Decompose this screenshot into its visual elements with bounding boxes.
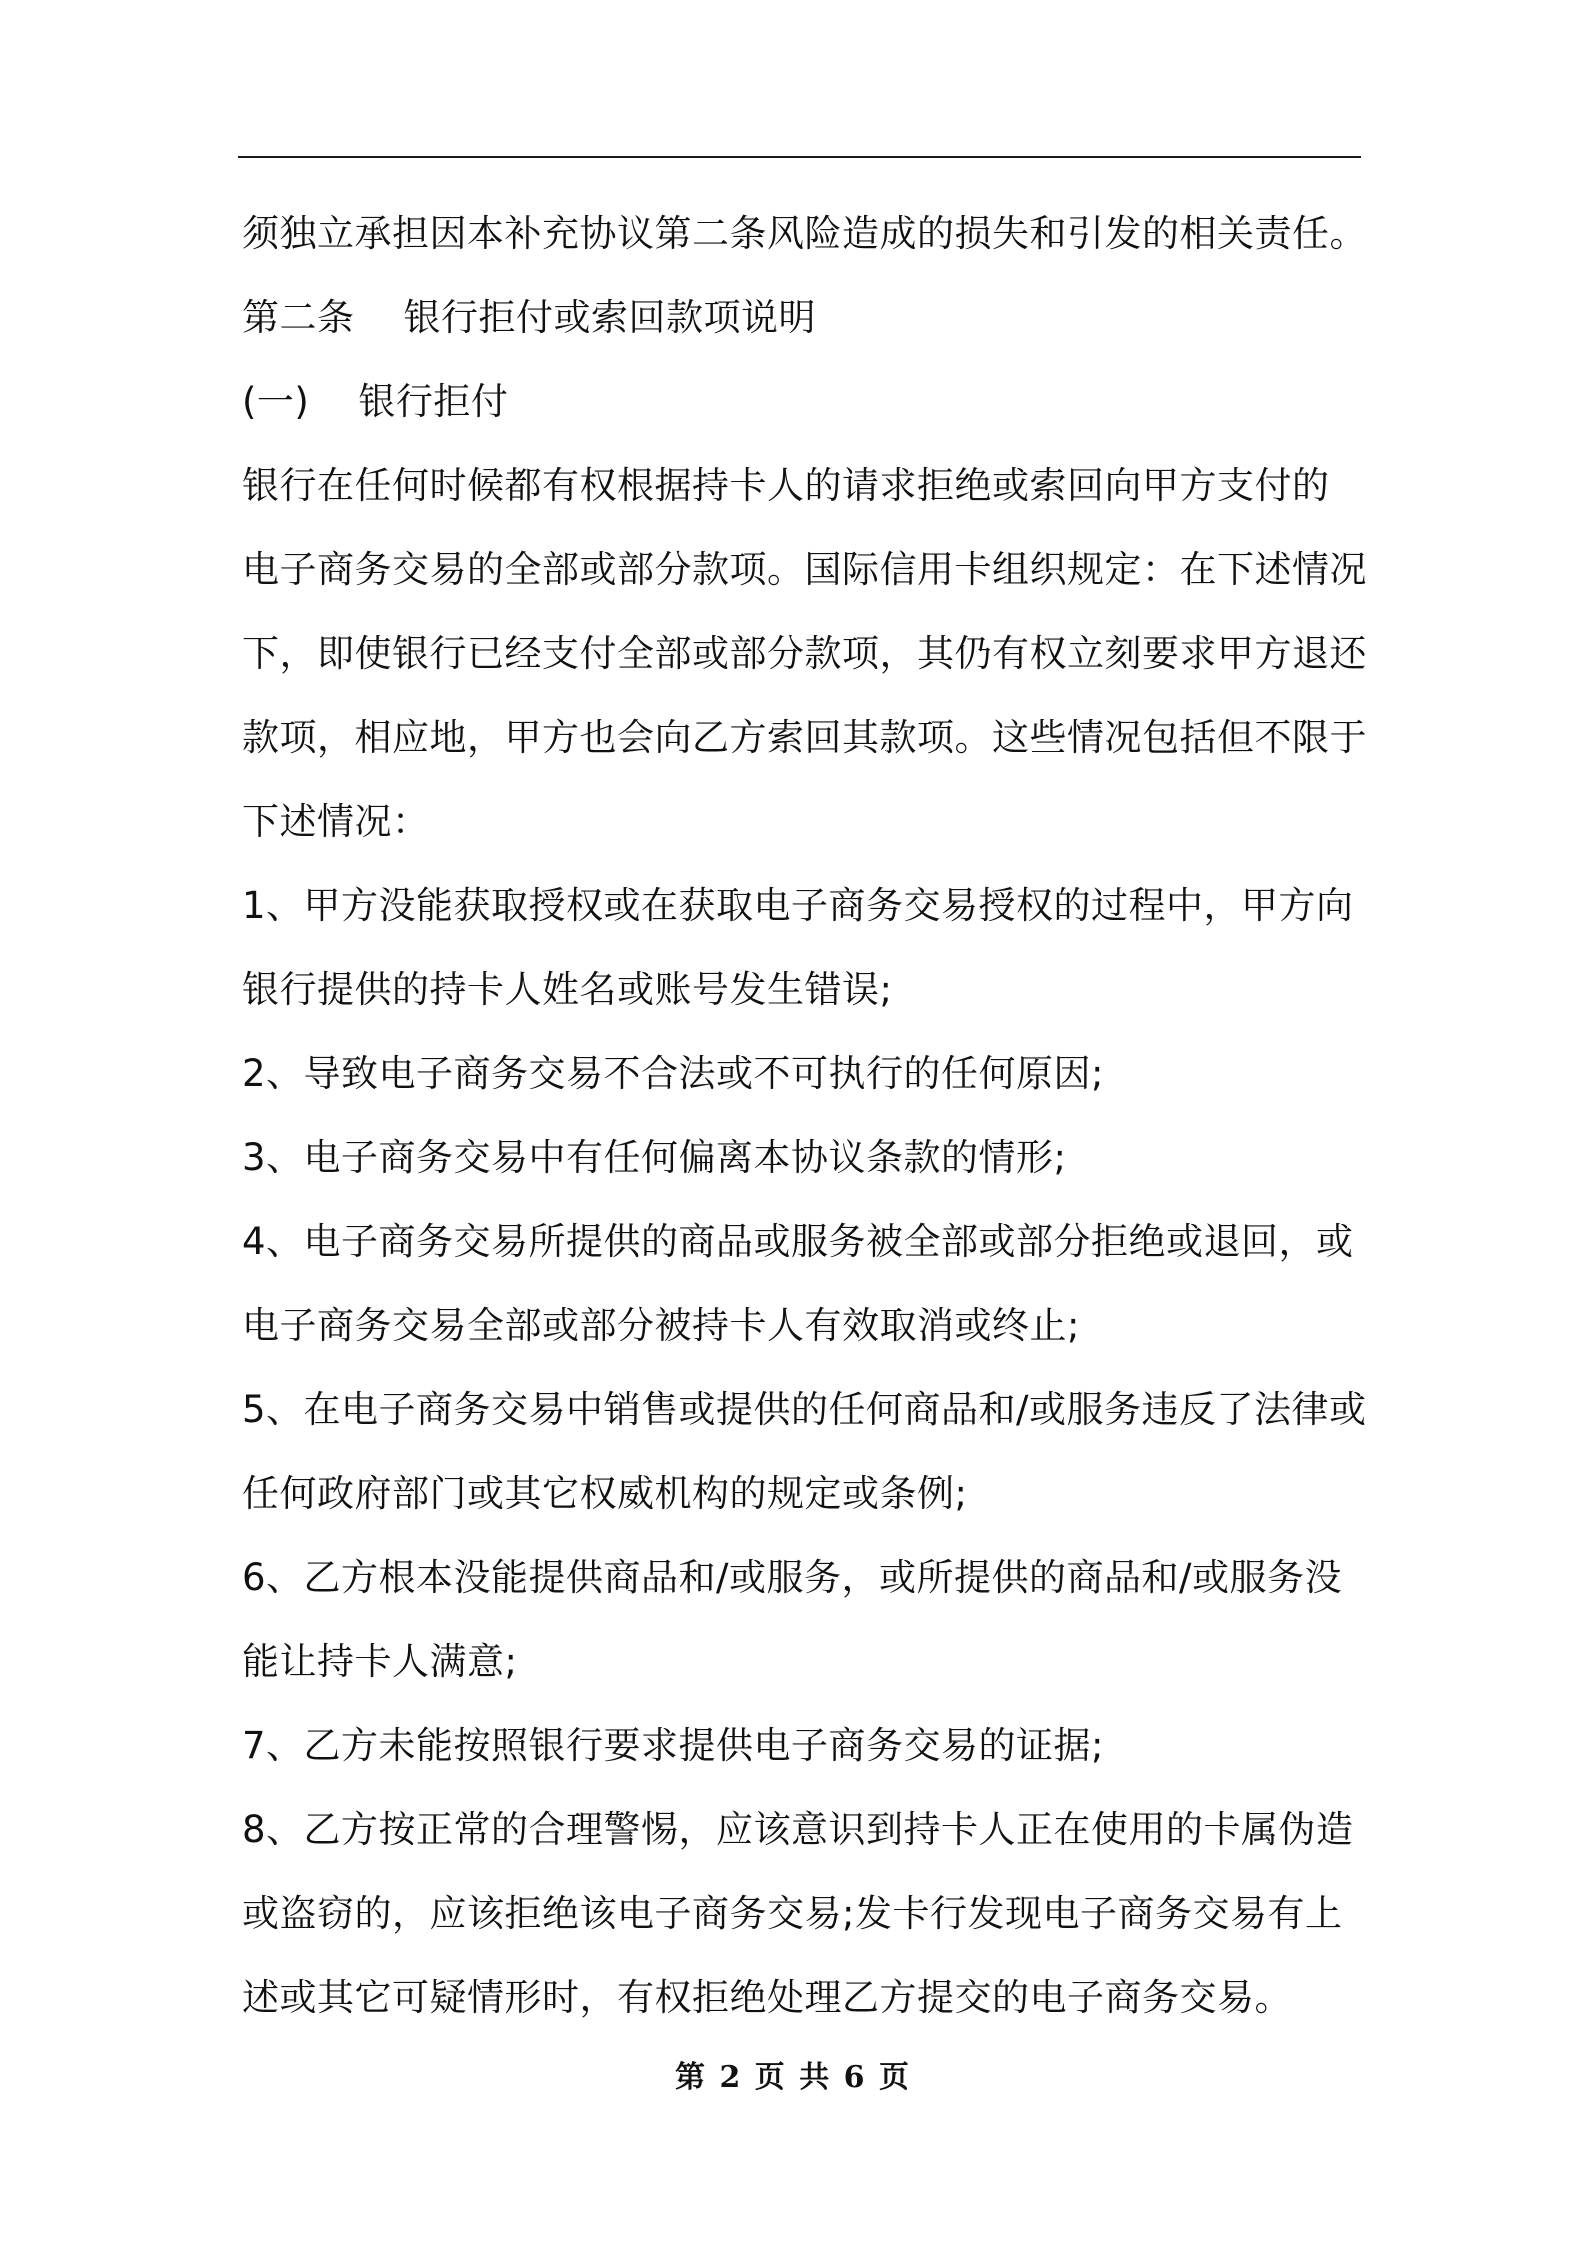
paragraph-line: 银行在任何时候都有权根据持卡人的请求拒绝或索回向甲方支付的 — [242, 464, 1330, 507]
list-item-line: 4、电子商务交易所提供的商品或服务被全部或部分拒绝或退回，或 — [242, 1220, 1354, 1263]
header-divider — [238, 156, 1361, 158]
list-item-line: 6、乙方根本没能提供商品和/或服务，或所提供的商品和/或服务没 — [242, 1556, 1342, 1599]
paragraph-line: 款项，相应地，甲方也会向乙方索回其款项。这些情况包括但不限于 — [242, 716, 1367, 759]
list-item-line: 或盗窃的，应该拒绝该电子商务交易;发卡行发现电子商务交易有上 — [242, 1892, 1343, 1935]
section-heading: 第二条 银行拒付或索回款项说明 — [242, 296, 817, 339]
list-item-line: 电子商务交易全部或部分被持卡人有效取消或终止; — [242, 1304, 1080, 1347]
paragraph-line: 须独立承担因本补充协议第二条风险造成的损失和引发的相关责任。 — [242, 212, 1367, 255]
list-item-line: 8、乙方按正常的合理警惕，应该意识到持卡人正在使用的卡属伪造 — [242, 1808, 1354, 1851]
list-item-line: 能让持卡人满意; — [242, 1640, 518, 1683]
list-item-line: 5、在电子商务交易中销售或提供的任何商品和/或服务违反了法律或 — [242, 1388, 1367, 1431]
list-item-line: 银行提供的持卡人姓名或账号发生错误; — [242, 968, 893, 1011]
list-item-line: 任何政府部门或其它权威机构的规定或条例; — [242, 1472, 968, 1515]
list-item-line: 7、乙方未能按照银行要求提供电子商务交易的证据; — [242, 1724, 1105, 1767]
list-item-line: 述或其它可疑情形时，有权拒绝处理乙方提交的电子商务交易。 — [242, 1976, 1292, 2019]
subsection-heading: (一) 银行拒付 — [242, 380, 509, 423]
list-item-line: 2、导致电子商务交易不合法或不可执行的任何原因; — [242, 1052, 1105, 1095]
document-body — [242, 192, 1367, 2040]
list-item-line: 1、甲方没能获取授权或在获取电子商务交易授权的过程中，甲方向 — [242, 884, 1354, 927]
paragraph-line: 电子商务交易的全部或部分款项。国际信用卡组织规定：在下述情况 — [242, 548, 1367, 591]
list-item-line: 3、电子商务交易中有任何偏离本协议条款的情形; — [242, 1136, 1067, 1179]
paragraph-line: 下，即使银行已经支付全部或部分款项，其仍有权立刻要求甲方退还 — [242, 632, 1367, 675]
page-number-footer: 第 2 页 共 6 页 — [675, 2060, 911, 2095]
paragraph-line: 下述情况： — [242, 800, 430, 843]
